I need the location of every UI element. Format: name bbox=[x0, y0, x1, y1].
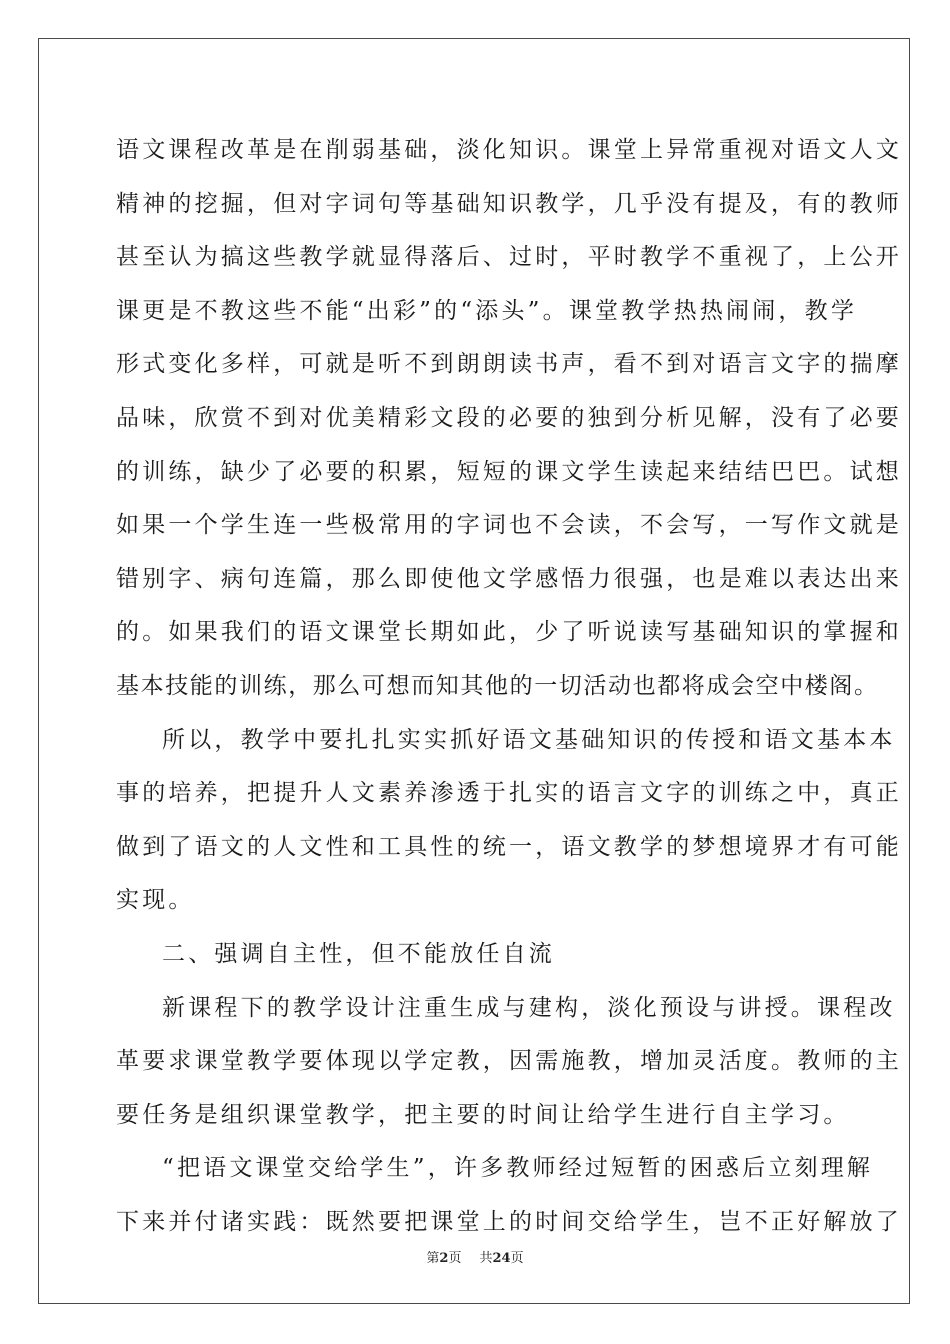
text-line: 实现。 bbox=[116, 887, 195, 914]
page-footer bbox=[0, 1247, 950, 1266]
total-pages: 24 bbox=[492, 1251, 511, 1266]
text-line: 基本技能的训练，那么可想而知其他的一切活动也都将成会空中楼阁。 bbox=[116, 672, 879, 699]
text-line: 下来并付诸实践：既然要把课堂上的时间交给学生，岂不正好解放了 bbox=[116, 1208, 902, 1235]
text-line: 甚至认为搞这些教学就显得落后、过时，平时教学不重视了，上公开 bbox=[116, 244, 902, 271]
total-suffix: 页 bbox=[510, 1251, 524, 1266]
paragraph-start-line: 所以，教学中要扎扎实实抓好语文基础知识的传授和语文基本本 bbox=[162, 726, 896, 753]
section-heading: 二、强调自主性，但不能放任自流 bbox=[162, 940, 555, 967]
paragraph-start-line: 新课程下的教学设计注重生成与建构，淡化预设与讲授。课程改 bbox=[162, 994, 896, 1021]
text-line: 形式变化多样，可就是听不到朗朗读书声，看不到对语言文字的揣摩 bbox=[116, 351, 902, 378]
text-line: 课更是不教这些不能“出彩”的“添头”。课堂教学热热闹闹，教学 bbox=[116, 297, 858, 324]
text-line: 错别字、病句连篇，那么即使他文学感悟力很强，也是难以表达出来 bbox=[116, 565, 902, 592]
text-line: 如果一个学生连一些极常用的字词也不会读，不会写，一写作文就是 bbox=[116, 512, 902, 539]
page-number: 2 bbox=[439, 1251, 449, 1266]
text-line: 的训练，缺少了必要的积累，短短的课文学生读起来结结巴巴。试想 bbox=[116, 458, 902, 485]
document-body bbox=[116, 124, 902, 1249]
text-line: 语文课程改革是在削弱基础，淡化知识。课堂上异常重视对语文人文 bbox=[116, 137, 902, 163]
text-line: 要任务是组织课堂教学，把主要的时间让给学生进行自主学习。 bbox=[116, 1101, 850, 1128]
page-suffix: 页 bbox=[448, 1251, 462, 1266]
text-line: 做到了语文的人文性和工具性的统一，语文教学的梦想境界才有可能 bbox=[116, 833, 902, 860]
text-line: 品味，欣赏不到对优美精彩文段的必要的独到分析见解，没有了必要 bbox=[116, 404, 902, 431]
text-line: 革要求课堂教学要体现以学定教，因需施教，增加灵活度。教师的主 bbox=[116, 1048, 902, 1075]
page-prefix: 第 bbox=[426, 1251, 440, 1266]
paragraph-start-line: “把语文课堂交给学生”，许多教师经过短暂的困惑后立刻理解 bbox=[162, 1155, 874, 1182]
text-line: 事的培养，把提升人文素养渗透于扎实的语言文字的训练之中，真正 bbox=[116, 780, 902, 807]
text-line: 精神的挖掘，但对字词句等基础知识教学，几乎没有提及，有的教师 bbox=[116, 190, 902, 217]
total-prefix: 共 bbox=[479, 1251, 493, 1266]
text-line: 的。如果我们的语文课堂长期如此，少了听说读写基础知识的掌握和 bbox=[116, 619, 902, 646]
